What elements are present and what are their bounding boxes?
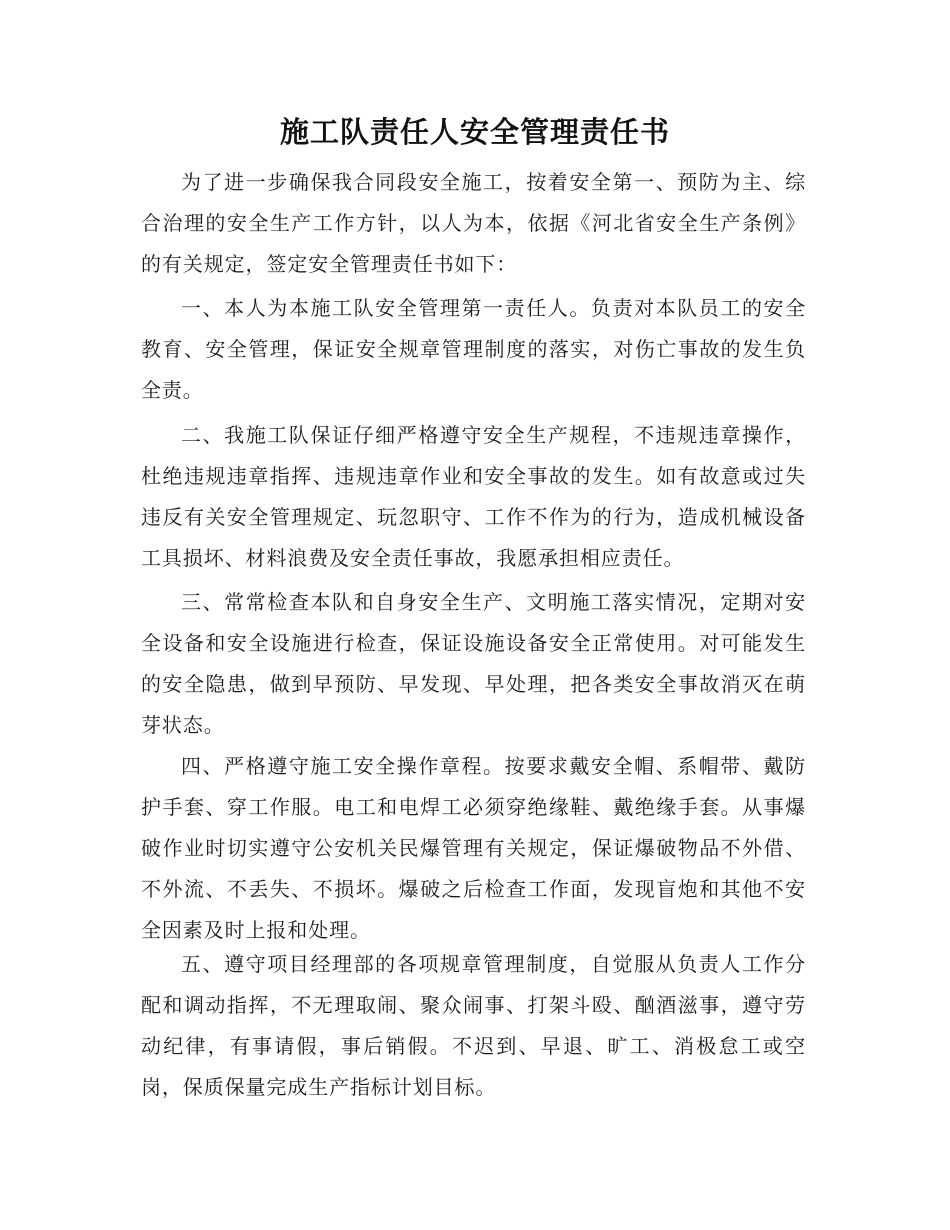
clause-5-paragraph: 五、遵守项目经理部的各项规章管理制度，自觉服从负责人工作分配和调动指挥，不无理取闹、聚众闹事、打架斗殴、酗酒滋事，遵守劳动纪律，有事请假，事后销假。不迟到、早退、旷工、消极怠工或空岗，保质保量完成生产指标计划目标。 xyxy=(141,952,806,1099)
clause-2-paragraph: 二、我施工队保证仔细严格遵守安全生产规程，不违规违章操作，杜绝违规违章指挥、违规违章作业和安全事故的发生。如有故意或过失违反有关安全管理规定、玩忽职守、工作不作为的行为，造成机械设备工具损坏、材料浪费及安全责任事故，我愿承担相应责任。 xyxy=(141,423,806,570)
clause-3-paragraph: 三、常常检查本队和自身安全生产、文明施工落实情况，定期对安全设备和安全设施进行检查，保证设施设备安全正常使用。对可能发生的安全隐患，做到早预防、早发现、早处理，把各类安全事故消灭在萌芽状态。 xyxy=(141,590,806,737)
intro-paragraph: 为了进一步确保我合同段安全施工，按着安全第一、预防为主、综合治理的安全生产工作方针，以人为本，依据《河北省安全生产条例》的有关规定，签定安全管理责任书如下： xyxy=(141,170,806,276)
document-title: 施工队责任人安全管理责任书 xyxy=(279,115,670,149)
clause-4-paragraph: 四、严格遵守施工安全操作章程。按要求戴安全帽、系帽带、戴防护手套、穿工作服。电工和电焊工必须穿绝缘鞋、戴绝缘手套。从事爆破作业时切实遵守公安机关民爆管理有关规定，保证爆破物品不外借、不外流、不丢失、不损坏。爆破之后检查工作面，发现盲炮和其他不安全因素及时上报和处理。 xyxy=(141,754,806,942)
clause-1-paragraph: 一、本人为本施工队安全管理第一责任人。负责对本队员工的安全教育、安全管理，保证安全规章管理制度的落实，对伤亡事故的发生负全责。 xyxy=(141,296,806,402)
